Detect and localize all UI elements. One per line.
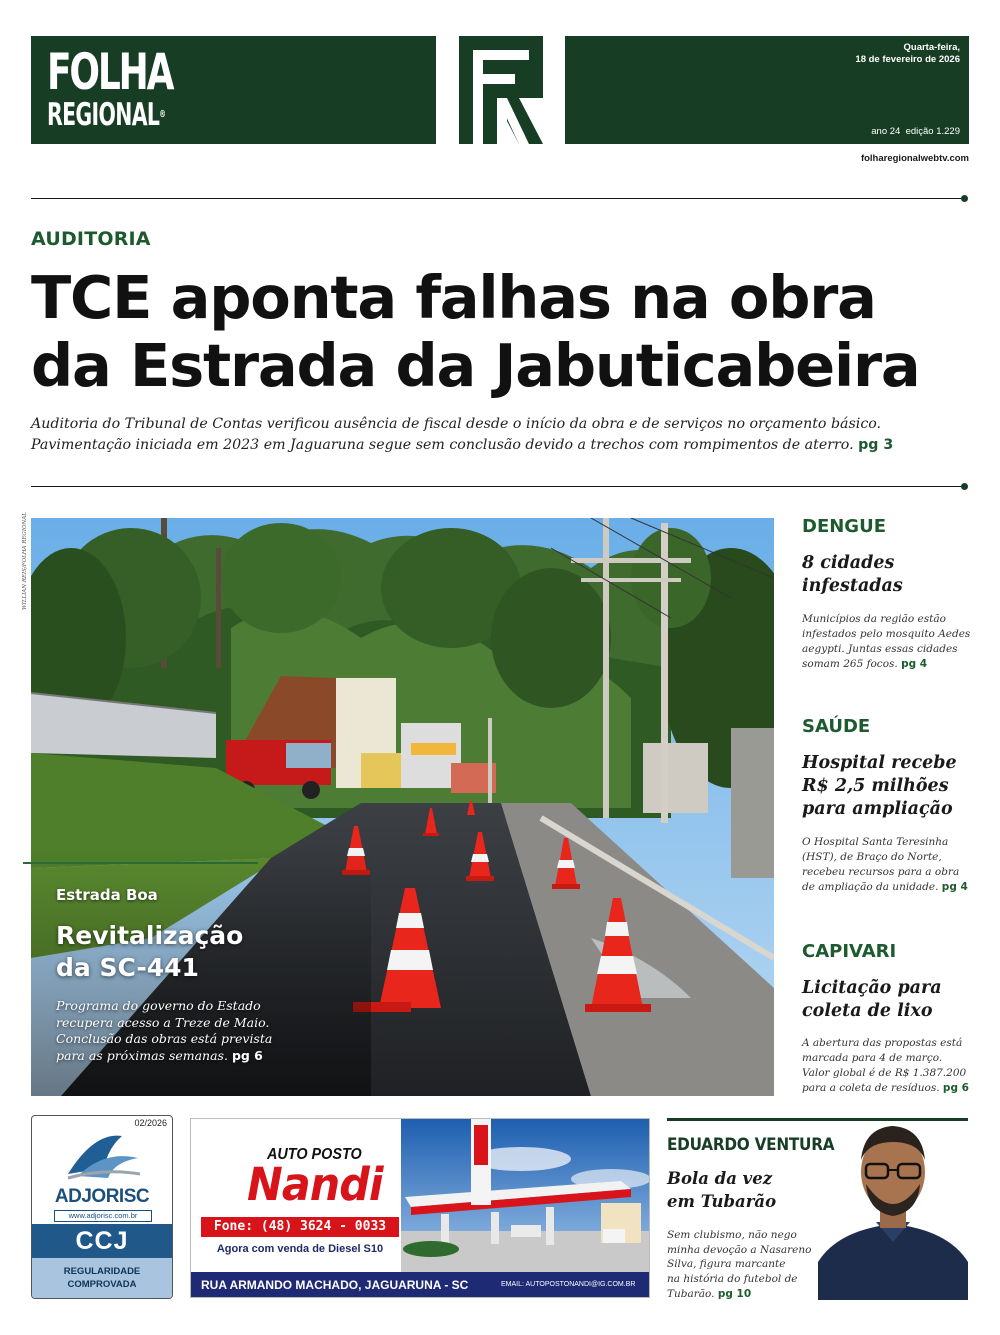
sidebar-page-ref-capivari[interactable]: pg 6 <box>942 1082 969 1094</box>
sidebar-text-line: recebeu recursos para a obra <box>802 866 960 878</box>
posto-email[interactable]: EMAIL: AUTOPOSTONANDI@IG.COM.BR <box>501 1281 636 1288</box>
lead-deck-line2-text: Pavimentação iniciada em 2023 em Jaguaruna segue sem conclusão devido a trechos com rompimentos de aterro. <box>31 437 854 453</box>
lead-deck-line2 <box>31 435 991 456</box>
issue-full-date: 18 de fevereiro de 2026 <box>855 54 960 65</box>
photo-story-text-line1: Programa do governo do Estado <box>56 998 261 1013</box>
sidebar-text-saude <box>802 835 982 895</box>
registered-mark: ® <box>159 109 166 120</box>
fr-monogram-icon <box>459 36 543 144</box>
sidebar-title-line: R$ 2,5 milhões <box>802 776 949 796</box>
adjori-logo-icon <box>64 1128 142 1184</box>
column-text-line: na história do futebol de <box>667 1273 798 1286</box>
sidebar-text-line-text: de ampliação da unidade. <box>802 881 939 893</box>
lead-deck <box>31 414 991 456</box>
posto-diesel: Agora com venda de Diesel S10 <box>216 1243 384 1255</box>
logo-folha: FOLHA <box>47 43 173 101</box>
sidebar-title-line: Hospital recebe <box>802 753 957 773</box>
column-title-line1: Bola da vez <box>667 1169 773 1188</box>
column-title-line2: em Tubarão <box>667 1192 777 1211</box>
sidebar-title-dengue[interactable] <box>802 552 982 598</box>
column-page-ref[interactable]: pg 10 <box>717 1287 752 1300</box>
adjori-status <box>32 1258 172 1298</box>
adjori-status-line2: COMPROVADA <box>67 1279 137 1290</box>
photo-story-text-line4-text: para as próximas semanas. <box>56 1047 228 1063</box>
posto-address: RUA ARMANDO MACHADO, JAGUARUNA - SC <box>201 1278 469 1292</box>
divider-mid <box>31 486 961 487</box>
adjori-seal[interactable] <box>31 1115 173 1299</box>
lead-page-ref[interactable]: pg 3 <box>858 437 894 453</box>
sidebar-kicker-dengue: DENGUE <box>802 516 886 537</box>
sidebar-text-line: (HST), de Braço do Norte, <box>802 851 942 863</box>
divider-top <box>31 198 961 199</box>
sidebar-text-line: aegypti. Juntas essas cidades <box>802 643 958 655</box>
column-text-line <box>667 1287 817 1302</box>
posto-brand-name: Nandi <box>247 1158 383 1211</box>
photo-story-text-line4 <box>56 1048 306 1065</box>
sidebar-page-ref-dengue[interactable]: pg 4 <box>901 658 928 670</box>
column-text-line: Sem clubismo, não nego <box>667 1229 797 1241</box>
column-text-line-text: Tubarão. <box>667 1287 715 1300</box>
sidebar-title-capivari[interactable] <box>802 977 982 1023</box>
photo-credit-text: WILLIAN REIS/FOLHA REGIONAL <box>22 512 28 610</box>
sidebar-text-line: O Hospital Santa Teresinha <box>802 836 949 848</box>
edition-number: ano 24 edição 1.229 <box>871 126 960 137</box>
sidebar-text-line-text: somam 265 focos. <box>802 658 898 670</box>
column-text <box>667 1228 817 1302</box>
column-author: EDUARDO VENTURA <box>667 1135 835 1155</box>
sidebar-title-line: para ampliação <box>802 799 953 819</box>
photo-story-kicker: Estrada Boa <box>56 886 158 904</box>
photo-credit <box>22 512 30 610</box>
photo-story-accent-bar <box>23 862 258 864</box>
ad-auto-posto[interactable] <box>190 1118 650 1298</box>
photo-story-text <box>56 998 306 1064</box>
issue-date <box>855 42 960 66</box>
masthead-logo-block <box>31 36 436 144</box>
sidebar-text-line <box>802 1081 982 1096</box>
photo-story-title-line1: Revitalização <box>56 921 244 950</box>
column-title[interactable] <box>667 1167 776 1213</box>
sidebar-text-line: marcada para 4 de março. <box>802 1052 943 1064</box>
sidebar-text-line <box>802 880 982 895</box>
photo-story-page-ref[interactable]: pg 6 <box>231 1047 263 1063</box>
adjori-url[interactable]: www.adjorisc.com.br <box>54 1210 152 1222</box>
sidebar-text-line <box>802 657 982 672</box>
divider-dot <box>961 483 968 490</box>
site-url[interactable]: folharegionalwebtv.com <box>860 153 969 164</box>
sidebar-text-line: Municípios da região estão <box>802 613 946 625</box>
column-text-line: minha devoção a Nasareno <box>667 1243 812 1256</box>
lead-headline-line2: da Estrada da Jabuticabeira <box>31 331 920 400</box>
sidebar-text-line: infestados pelo mosquito Aedes <box>802 628 971 640</box>
sidebar-text-dengue <box>802 612 982 672</box>
adjori-seal-ccj: CCJ <box>32 1224 172 1258</box>
lead-kicker: AUDITORIA <box>31 228 151 250</box>
photo-story-text-line3: Conclusão das obras está prevista <box>56 1031 273 1046</box>
lead-deck-line1: Auditoria do Tribunal de Contas verificou ausência de fiscal desde o início da obra e de serviços no orçamento básico. <box>31 416 882 432</box>
photo-story-title[interactable] <box>56 920 243 984</box>
sidebar-title-line: Licitação para <box>802 978 942 998</box>
posto-tag: AUTO POSTO <box>267 1146 362 1163</box>
sidebar-title-line: infestadas <box>802 576 903 596</box>
sidebar-kicker-capivari: CAPIVARI <box>802 941 897 962</box>
logo-regional-text: REGIONAL <box>47 97 160 133</box>
photo-story-text-line2: recupera acesso a Treze de Maio. <box>56 1014 270 1030</box>
sidebar-title-saude[interactable] <box>802 752 982 821</box>
sidebar-text-capivari <box>802 1036 982 1096</box>
adjori-name: ADJORISC <box>54 1186 150 1207</box>
lead-headline-line1: TCE aponta falhas na obra <box>31 263 876 332</box>
issue-weekday: Quarta-feira, <box>903 42 960 53</box>
sidebar-text-line-text: para a coleta de resíduos. <box>802 1082 940 1094</box>
sidebar-text-line: Valor global é de R$ 1.387.200 <box>802 1067 967 1079</box>
columnist-portrait <box>818 1112 968 1300</box>
adjori-status-line1: REGULARIDADE <box>63 1266 141 1277</box>
adjori-date: 02/2026 <box>134 1118 167 1128</box>
logo-regional <box>47 98 165 132</box>
sidebar-text-line: A abertura das propostas está <box>802 1037 963 1049</box>
sidebar-kicker-saude: SAÚDE <box>802 716 871 737</box>
column-text-line: Silva, figura marcante <box>667 1258 786 1271</box>
posto-phone[interactable]: Fone: (48) 3624 - 0033 <box>201 1217 399 1237</box>
sidebar-title-line: 8 cidades <box>802 553 895 573</box>
lead-headline[interactable] <box>31 264 971 400</box>
sidebar-title-line: coleta de lixo <box>802 1001 933 1021</box>
masthead-info-block <box>565 36 969 144</box>
sidebar-page-ref-saude[interactable]: pg 4 <box>941 881 968 893</box>
photo-story-title-line2: da SC-441 <box>56 953 199 982</box>
divider-dot <box>961 195 968 202</box>
